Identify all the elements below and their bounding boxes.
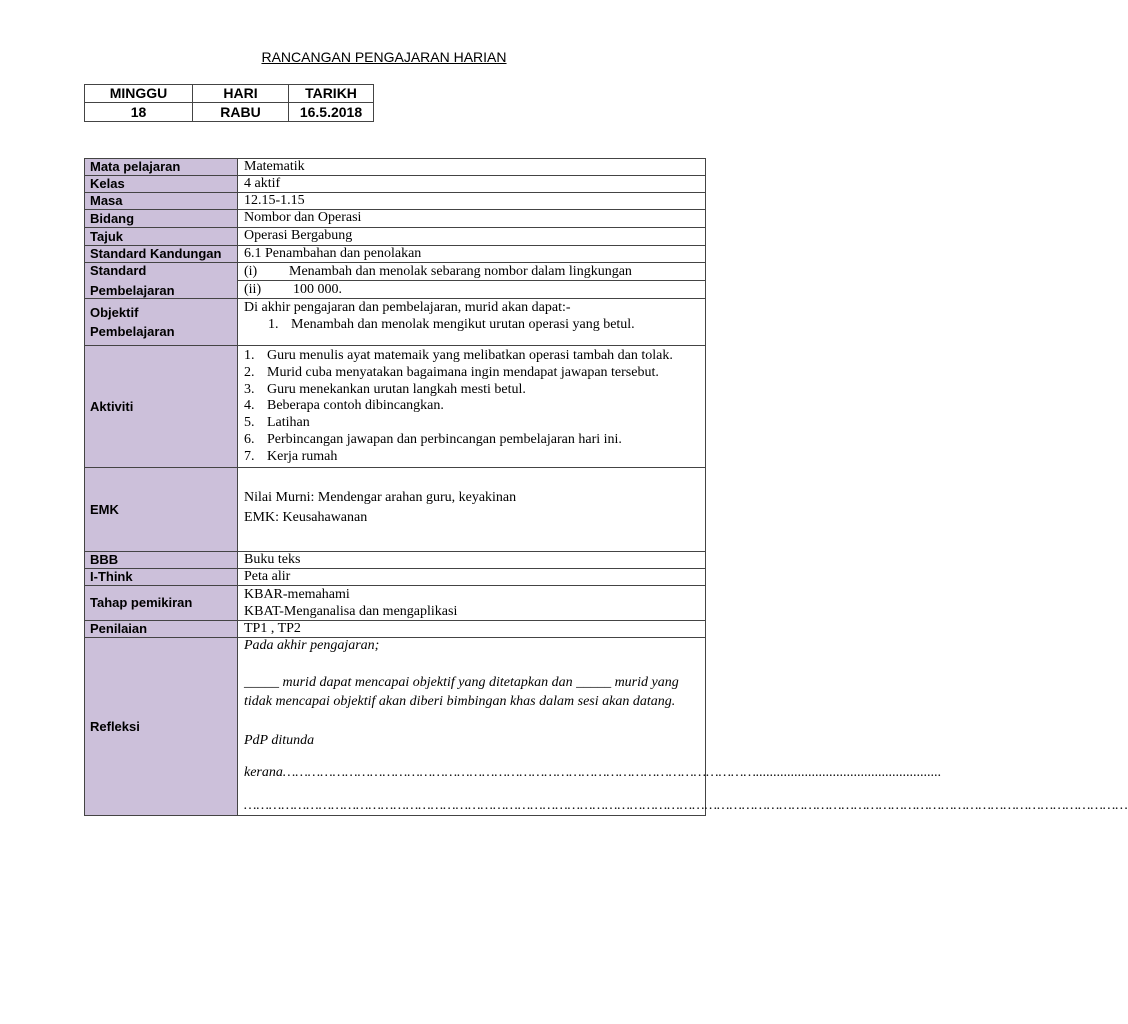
reflection-line: PdP ditunda: [244, 733, 315, 748]
value-assessment: TP1 , TP2: [238, 621, 705, 637]
value-bbb: Buku teks: [238, 552, 705, 568]
activity-number: 7.: [244, 448, 255, 464]
label-bbb: BBB: [85, 552, 237, 568]
activity-number: 3.: [244, 381, 255, 397]
label-class: Kelas: [85, 176, 237, 192]
header-day: HARI: [193, 85, 288, 102]
activity-number: 2.: [244, 364, 255, 380]
label-content-standard: Standard Kandungan: [85, 246, 237, 262]
header-date: TARIKH: [289, 85, 373, 102]
objective-item-number: 1.: [268, 317, 279, 332]
activity-text: Latihan: [267, 415, 310, 431]
learning-standard-item-text: Menambah dan menolak sebarang nombor dalam lingkungan: [289, 264, 632, 279]
activity-item: [244, 449, 705, 466]
value-reflection: [238, 638, 1128, 815]
objective-intro: Di akhir pengajaran dan pembelajaran, murid akan dapat:-: [244, 300, 571, 315]
reflection-line: _____ murid dapat mencapai objektif yang ditetapkan dan _____ murid yang: [244, 675, 679, 690]
value-content-standard: 6.1 Penambahan dan penolakan: [238, 246, 705, 262]
objective-item: [244, 316, 705, 333]
label-subject: Mata pelajaran: [85, 159, 237, 175]
label-activities: Aktiviti: [85, 346, 237, 467]
label-assessment: Penilaian: [85, 621, 237, 637]
value-ithink: Peta alir: [238, 569, 705, 585]
learning-standard-item-number: (i): [244, 264, 258, 279]
label-time: Masa: [85, 193, 237, 209]
week-day-date-table: [84, 84, 374, 122]
thinking-level-line: KBAR-memahami: [244, 587, 350, 602]
document-title: RANCANGAN PENGAJARAN HARIAN: [261, 49, 507, 65]
emk-line-values: Nilai Murni: Mendengar arahan guru, keyakinan: [244, 490, 517, 505]
reflection-line: ……………………………………………………………………………………………………………………………………………………………………………………………: [244, 798, 1128, 813]
activity-text: Beberapa contoh dibincangkan.: [267, 398, 444, 414]
label-thinking-level: Tahap pemikiran: [85, 586, 237, 620]
label-topic: Tajuk: [85, 228, 237, 245]
learning-standard-item-number: (ii): [244, 282, 262, 297]
activity-text: Kerja rumah: [267, 448, 338, 464]
label-emk: EMK: [85, 468, 237, 551]
activity-item: [244, 382, 705, 399]
value-day: RABU: [193, 103, 288, 121]
label-objective-line-2: Pembelajaran: [90, 324, 175, 339]
value-class: 4 aktif: [238, 176, 705, 192]
value-emk: [238, 468, 705, 551]
reflection-line: tidak mencapai objektif akan diberi bimbingan khas dalam sesi akan datang.: [244, 694, 676, 709]
value-activities: [238, 346, 705, 467]
label-objective: [85, 299, 237, 345]
value-thinking-level: [238, 586, 705, 620]
label-objective-line-1: Objektif: [90, 304, 139, 320]
activity-text: Murid cuba menyatakan bagaimana ingin mendapat jawapan tersebut.: [267, 364, 659, 380]
learning-standard-item: [238, 281, 705, 298]
activity-item: [244, 348, 705, 365]
label-learning-standard: [85, 263, 237, 298]
value-subject: Matematik: [238, 159, 705, 175]
value-topic: Operasi Bergabung: [238, 228, 705, 245]
value-objective: [238, 299, 705, 345]
label-reflection: Refleksi: [85, 638, 237, 815]
emk-line-elements: EMK: Keusahawanan: [244, 510, 368, 525]
label-learning-standard-line-1: Standard: [90, 263, 147, 278]
header-week: MINGGU: [85, 85, 192, 102]
activity-item: [244, 398, 705, 415]
activity-number: 1.: [244, 348, 255, 363]
objective-item-text: Menambah dan menolak mengikut urutan operasi yang betul.: [291, 317, 635, 332]
label-field: Bidang: [85, 210, 237, 227]
activity-number: 5.: [244, 415, 255, 431]
activity-item: [244, 365, 705, 382]
activity-number: 6.: [244, 431, 255, 447]
activity-text: Perbincangan jawapan dan perbincangan pembelajaran hari ini.: [267, 431, 622, 447]
value-field: Nombor dan Operasi: [238, 210, 705, 227]
value-learning-standard: [238, 263, 705, 298]
activity-number: 4.: [244, 398, 255, 414]
learning-standard-item: [238, 263, 705, 281]
label-ithink: I-Think: [85, 569, 237, 585]
lesson-plan-table: [84, 158, 1128, 816]
value-time: 12.15-1.15: [238, 193, 705, 209]
activity-text: Guru menulis ayat matemaik yang melibatkan operasi tambah dan tolak.: [267, 348, 673, 363]
value-date: 16.5.2018: [289, 103, 373, 121]
activity-item: [244, 432, 705, 449]
activity-item: [244, 415, 705, 432]
learning-standard-item-text: 100 000.: [293, 282, 342, 297]
label-learning-standard-line-2: Pembelajaran: [90, 282, 175, 298]
value-week: 18: [85, 103, 192, 121]
activity-text: Guru menekankan urutan langkah mesti betul.: [267, 381, 526, 397]
reflection-line: kerana…………………………………………………………………………………………………….....................................................: [244, 765, 942, 780]
reflection-line: Pada akhir pengajaran;: [244, 638, 380, 653]
thinking-level-line: KBAT-Menganalisa dan mengaplikasi: [244, 604, 458, 619]
